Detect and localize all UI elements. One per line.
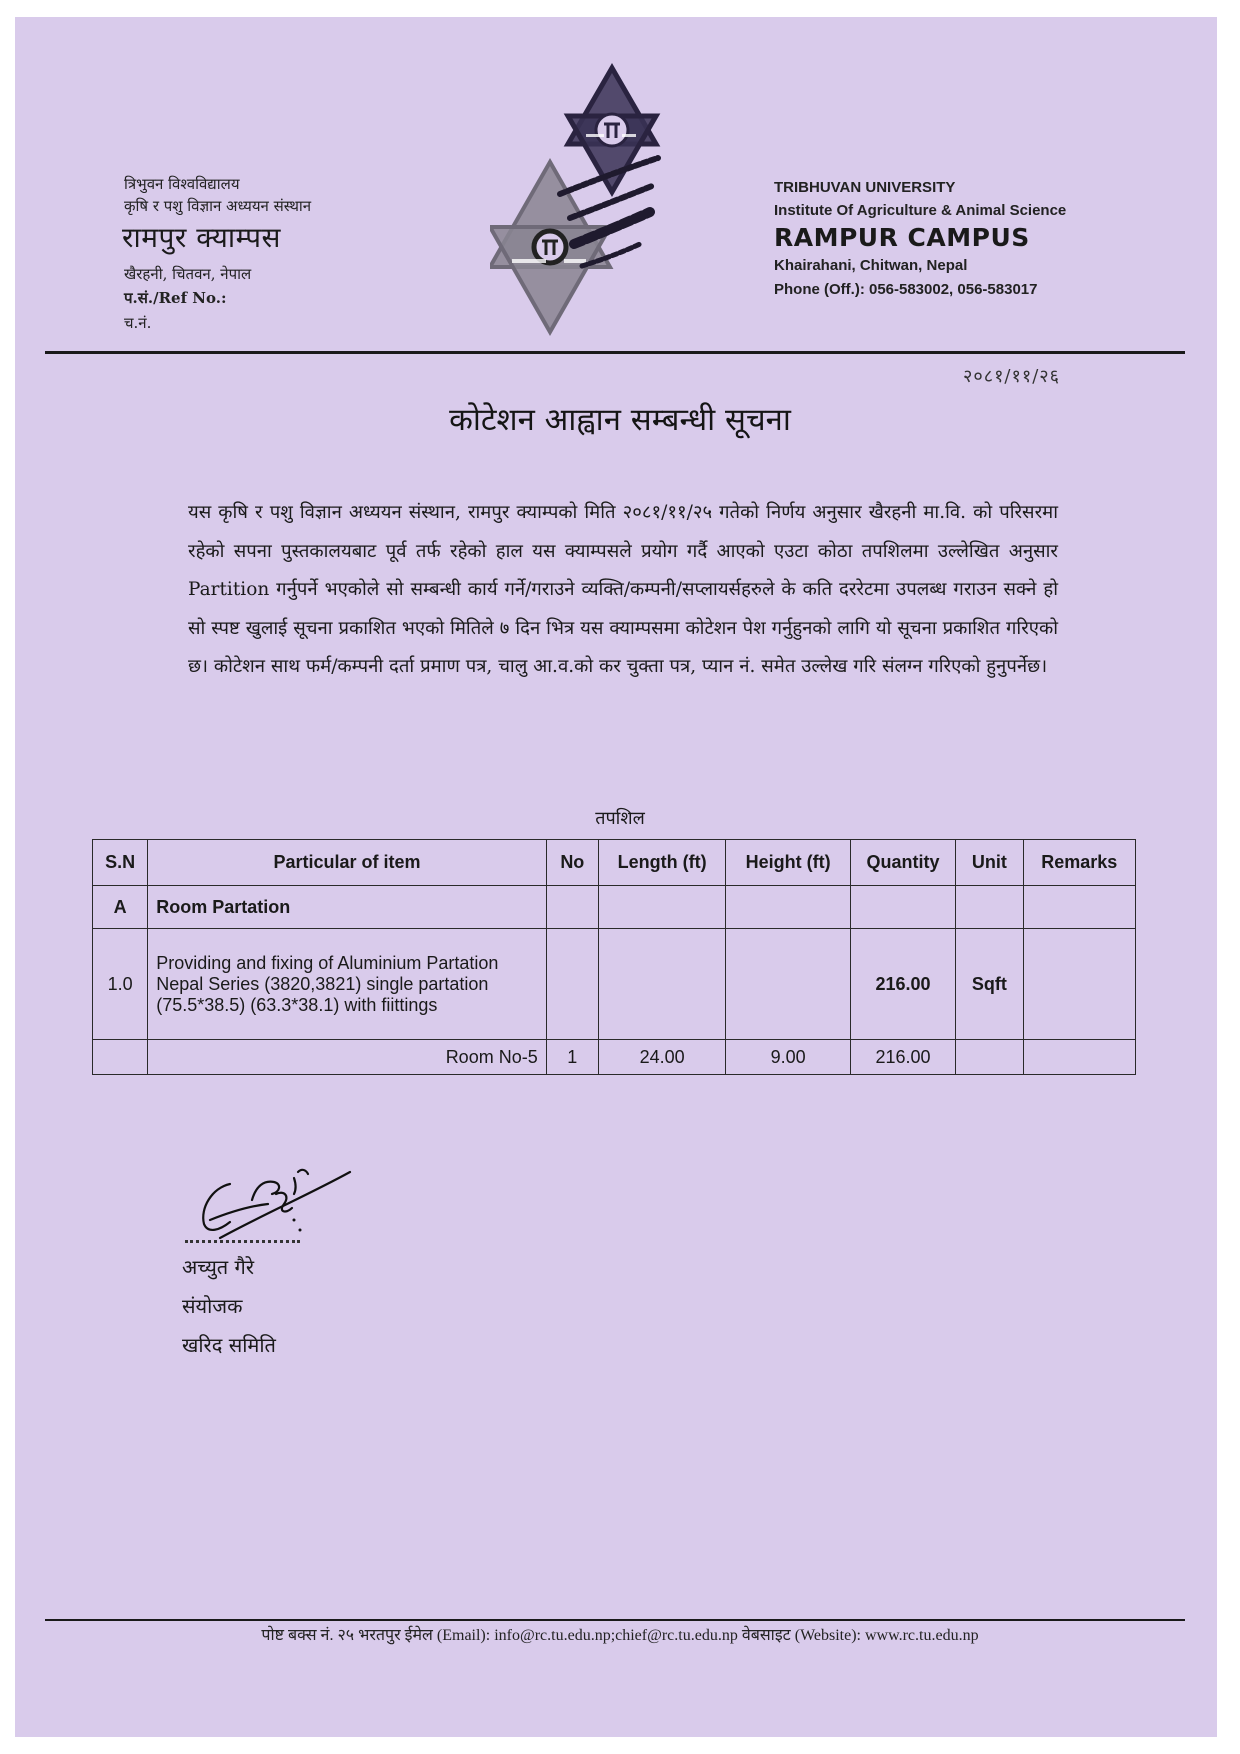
cell-length: 24.00: [598, 1040, 725, 1075]
cell-quantity: 216.00: [850, 929, 955, 1040]
signature-dotted-line: [185, 1240, 300, 1243]
ref-no-label: प.सं./Ref No.:: [124, 289, 227, 307]
cell-unit: [956, 1040, 1023, 1075]
cell-sn: 1.0: [93, 929, 148, 1040]
cell-length: [598, 929, 725, 1040]
col-header-length: Length (ft): [598, 840, 725, 886]
notice-date: २०८१/११/२६: [962, 366, 1060, 387]
dispatch-no-label: च.नं.: [124, 314, 152, 332]
cell-sn: A: [93, 886, 148, 929]
col-header-sn: S.N: [93, 840, 148, 886]
signatory-committee: खरिद समिति: [182, 1333, 276, 1357]
table-header-row: [93, 840, 1136, 886]
table-row-subitem: [93, 1040, 1136, 1075]
signature-scribble: [190, 1160, 360, 1240]
cell-sn: [93, 1040, 148, 1075]
footer-contact: पोष्ट बक्स नं. २५ भरतपुर ईमेल (Email): info@rc.tu.edu.np;chief@rc.tu.edu.np वेबसाइट (Website): www.rc.tu.edu.np: [261, 1627, 979, 1644]
handwritten-signature-icon: [190, 1160, 360, 1240]
signatory-designation: संयोजक: [182, 1294, 243, 1318]
university-name-np: त्रिभुवन विश्वविद्यालय: [124, 175, 240, 193]
cell-remarks: [1023, 929, 1136, 1040]
cell-length: [598, 886, 725, 929]
col-header-no: No: [546, 840, 598, 886]
table-row-category: [93, 886, 1136, 929]
campus-name-en: RAMPUR CAMPUS: [774, 223, 1030, 252]
cell-remarks: [1023, 1040, 1136, 1075]
col-header-unit: Unit: [956, 840, 1023, 886]
cell-unit: [956, 886, 1023, 929]
cell-unit: Sqft: [956, 929, 1023, 1040]
cell-no: [546, 886, 598, 929]
cell-no: [546, 929, 598, 1040]
cell-quantity: 216.00: [850, 1040, 955, 1075]
col-header-height: Height (ft): [726, 840, 850, 886]
university-name-en: TRIBHUVAN UNIVERSITY: [774, 179, 956, 196]
notice-body: यस कृषि र पशु विज्ञान अध्ययन संस्थान, रामपुर क्याम्पको मिति २०८१/११/२५ गतेको निर्णय अनुसार खैरहनी मा.वि. को परिसरमा रहेको सपना पुस्तकालयबाट पूर्व तर्फ रहेको हाल यस क्याम्पसले प्रयोग गर्दै आएको एउटा कोठा तपशिलमा उल्लेखित अनुसार Partition गर्नुपर्ने भएकोले सो सम्बन्धी कार्य गर्ने/गराउने व्यक्ति/कम्पनी/सप्लायर्सहरुले के कति दररेटमा उपलब्ध गराउन सक्ने हो सो स्पष्ट खुलाई सूचना प्रकाशित भएको मितिले ७ दिन भित्र यस क्याम्पसमा कोटेशन पेश गर्नुहुनको लागि यो सूचना प्रकाशित गरिएको छ। कोटेशन साथ फर्म/कम्पनी दर्ता प्रमाण पत्र, चालु आ.व.को कर चुक्ता पत्र, प्यान नं. समेत उल्लेख गरि संलग्न गरिएको हुनुपर्नेछ।: [188, 502, 1058, 678]
quotation-items-table: [92, 839, 1136, 1075]
institute-name-np: कृषि र पशु विज्ञान अध्ययन संस्थान: [124, 197, 312, 215]
table-caption: तपशिल: [595, 808, 645, 829]
university-emblem-logo: [490, 62, 740, 342]
footer-divider: [45, 1619, 1185, 1621]
cell-quantity: [850, 886, 955, 929]
campus-name-np: रामपुर क्याम्पस: [122, 221, 281, 254]
phone-numbers: Phone (Off.): 056-583002, 056-583017: [774, 281, 1038, 298]
signatory-name: अच्युत गैरे: [182, 1255, 254, 1279]
table-row-item: [93, 929, 1136, 1040]
notice-title: कोटेशन आह्वान सम्बन्धी सूचना: [449, 402, 791, 438]
cell-particular: Providing and fixing of Aluminium Partation Nepal Series (3820,3821) single partation (75.5*38.5) (63.3*38.1) with fiittings: [148, 929, 547, 1040]
cell-height: [726, 929, 850, 1040]
cell-height: [726, 886, 850, 929]
emblem-star-icon: [490, 62, 740, 342]
col-header-particular: Particular of item: [148, 840, 547, 886]
cell-particular: Room Partation: [148, 886, 547, 929]
cell-remarks: [1023, 886, 1136, 929]
cell-no: 1: [546, 1040, 598, 1075]
col-header-quantity: Quantity: [850, 840, 955, 886]
cell-height: 9.00: [726, 1040, 850, 1075]
cell-particular: Room No-5: [148, 1040, 547, 1075]
address-en: Khairahani, Chitwan, Nepal: [774, 257, 968, 274]
col-header-remarks: Remarks: [1023, 840, 1136, 886]
header-divider: [45, 351, 1185, 354]
institute-name-en: Institute Of Agriculture & Animal Science: [774, 202, 1067, 219]
address-np: खैरहनी, चितवन, नेपाल: [124, 265, 252, 283]
